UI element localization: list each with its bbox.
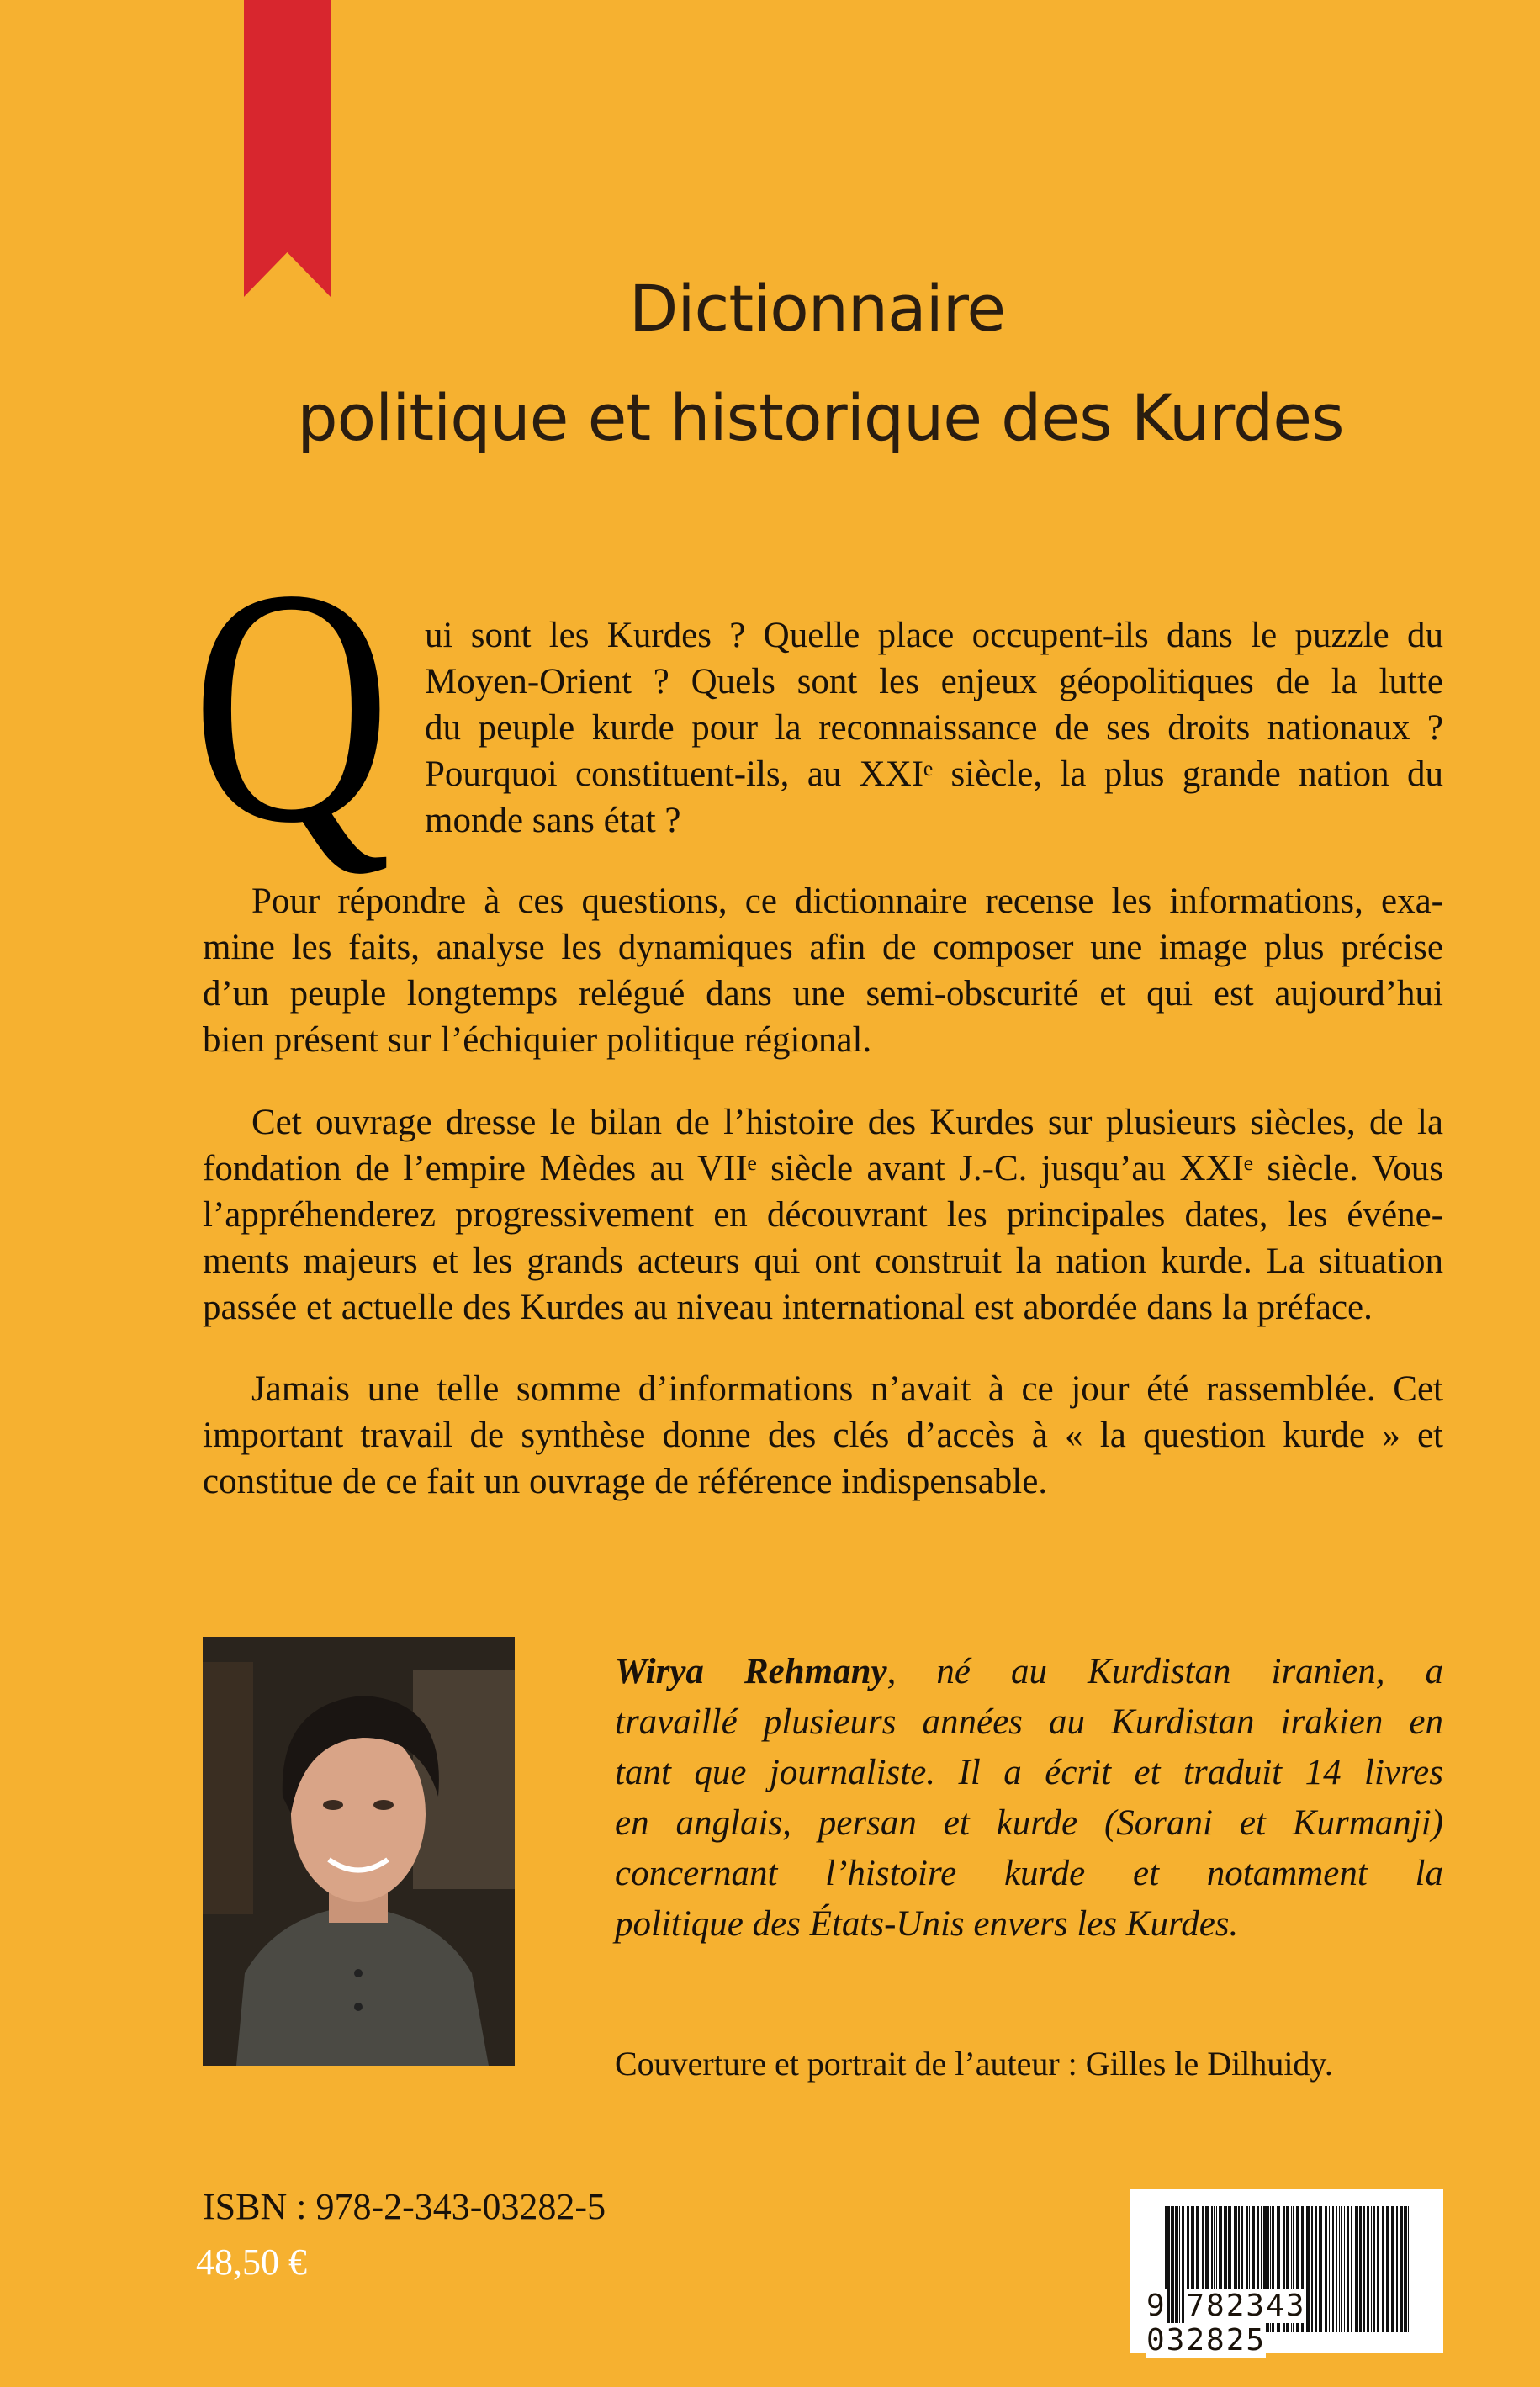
barcode-group-1: 782343	[1186, 2289, 1306, 2323]
paragraph-line: constitue de ce fait un ouvrage de référence indispensable.	[203, 1462, 1048, 1501]
paragraph-line: ui sont les Kurdes ? Quelle place occupent-ils dans le puzzle du	[425, 616, 1443, 655]
bio-text: , né au Kurdistan iranien, a	[886, 1652, 1443, 1691]
bio-line: tant que journaliste. Il a écrit et traduit 14 livres	[615, 1753, 1443, 1792]
paragraph-line: ments majeurs et les grands acteurs qui ont construit la nation kurde. La situation	[203, 1241, 1443, 1281]
bio-line: politique des États-Unis envers les Kurdes.	[615, 1904, 1239, 1944]
paragraph-1	[425, 612, 1443, 844]
paragraph-line: Jamais une telle somme d’informations n’avait à ce jour été rassemblée. Cet	[251, 1369, 1443, 1409]
barcode-group-2: 032825	[1146, 2323, 1267, 2358]
paragraph-line: important travail de synthèse donne des clés d’accès à « la question kurde » et	[203, 1416, 1443, 1455]
paragraph-line: monde sans état ?	[425, 801, 681, 840]
barcode	[1130, 2189, 1443, 2358]
paragraph-line: Pourquoi constituent-ils, au XXIᵉ siècle, la plus grande nation du	[425, 754, 1443, 794]
barcode-digit-first: 9	[1146, 2289, 1167, 2323]
paragraph-line: Moyen-Orient ? Quels sont les enjeux géopolitiques de la lutte	[425, 662, 1443, 701]
paragraph-line: bien présent sur l’échiquier politique régional.	[203, 1020, 872, 1060]
paragraph-line: du peuple kurde pour la reconnaissance de ses droits nationaux ?	[425, 708, 1443, 748]
cover-credit: Couverture et portrait de l’auteur : Gilles le Dilhuidy.	[615, 2045, 1333, 2083]
paragraph-2	[203, 878, 1443, 1063]
drop-cap: Q	[192, 520, 391, 892]
author-name: Wirya Rehmany	[615, 1652, 887, 1691]
book-title-line-2: politique et historique des Kurdes	[297, 380, 1344, 455]
bio-line: travaillé plusieurs années au Kurdistan irakien en	[615, 1702, 1443, 1742]
bio-line	[615, 1647, 1443, 1697]
author-bio	[615, 1647, 1443, 1950]
paragraph-line: Cet ouvrage dresse le bilan de l’histoire des Kurdes sur plusieurs siècles, de la	[251, 1103, 1443, 1142]
paragraph-line: Pour répondre à ces questions, ce dictionnaire recense les informations, exa-	[251, 881, 1443, 921]
paragraph-line: passée et actuelle des Kurdes au niveau international est abordée dans la préface.	[203, 1288, 1373, 1327]
isbn: ISBN : 978-2-343-03282-5	[203, 2186, 606, 2227]
barcode-number	[1146, 2289, 1432, 2358]
paragraph-line: fondation de l’empire Mèdes au VIIᵉ siècle avant J.-C. jusqu’au XXIᵉ siècle. Vous	[203, 1149, 1443, 1188]
paragraph-4	[203, 1366, 1443, 1505]
paragraph-line: d’un peuple longtemps relégué dans une semi-obscurité et qui est aujourd’hui	[203, 974, 1443, 1014]
book-title-line-1: Dictionnaire	[628, 271, 1006, 346]
bio-line: concernant l’histoire kurde et notamment la	[615, 1854, 1443, 1893]
price: 48,50 €	[196, 2241, 307, 2283]
paragraph-3	[203, 1099, 1443, 1331]
red-bookmark-ribbon	[244, 0, 331, 297]
bio-line: en anglais, persan et kurde (Sorani et Kurmanji)	[615, 1803, 1443, 1843]
author-portrait	[203, 1637, 515, 2066]
paragraph-line: mine les faits, analyse les dynamiques afin de composer une image plus précise	[203, 928, 1443, 967]
paragraph-line: l’appréhenderez progressivement en découvrant les principales dates, les événe-	[203, 1195, 1443, 1235]
